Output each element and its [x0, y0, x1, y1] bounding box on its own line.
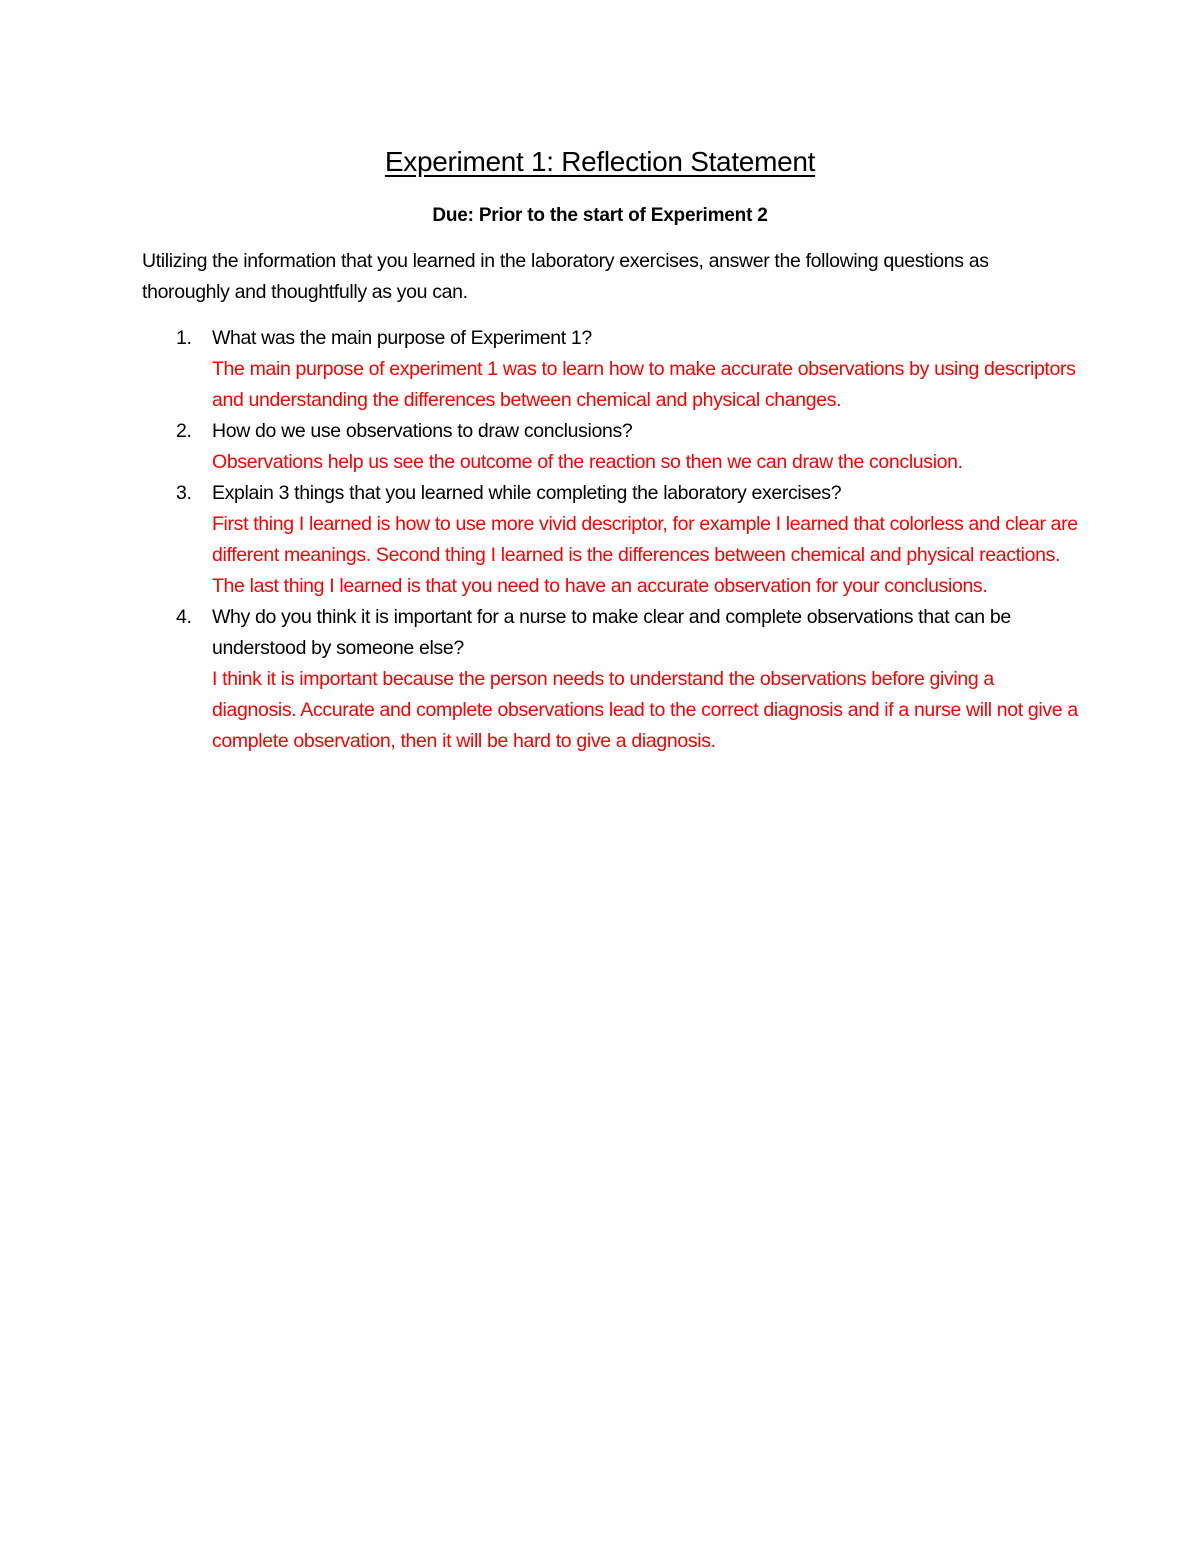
question-number: 2.: [176, 420, 192, 442]
answer-text: The main purpose of experiment 1 was to learn how to make accurate observations by using descriptors and understanding the differences between chemical and physical changes.: [212, 358, 1076, 411]
question-text: Why do you think it is important for a nurse to make clear and complete observations that can be understood by someone else?: [212, 606, 1011, 659]
document-title: Experiment 1: Reflection Statement: [384, 146, 816, 177]
question-text: How do we use observations to draw conclusions?: [212, 420, 633, 442]
question-item-4: [142, 602, 1082, 757]
answer-text: Observations help us see the outcome of the reaction so then we can draw the conclusion.: [212, 451, 963, 473]
question-number: 3.: [176, 482, 192, 504]
question-list: [142, 323, 1082, 757]
answer-text: First thing I learned is how to use more vivid descriptor, for example I learned that colorless and clear are different meanings. Second thing I learned is the differences between chemical and physical reactions. The last thing I learned is that you need to have an accurate observation for your conclusions.: [212, 513, 1078, 597]
question-item-1: [142, 323, 1082, 416]
question-item-2: [142, 416, 1082, 478]
instructions-paragraph: Utilizing the information that you learned in the laboratory exercises, answer the following questions as thoroughly and thoughtfully as you can.: [142, 250, 989, 303]
due-date-line: Due: Prior to the start of Experiment 2: [432, 205, 768, 226]
question-text: Explain 3 things that you learned while completing the laboratory exercises?: [212, 482, 842, 504]
answer-text: I think it is important because the person needs to understand the observations before giving a diagnosis. Accurate and complete observations lead to the correct diagnosis and if a nurse will not give a complete observation, then it will be hard to give a diagnosis.: [212, 668, 1078, 752]
question-item-3: [142, 478, 1082, 602]
question-number: 1.: [176, 327, 192, 349]
question-number: 4.: [176, 606, 192, 628]
question-text: What was the main purpose of Experiment 1?: [212, 327, 592, 349]
